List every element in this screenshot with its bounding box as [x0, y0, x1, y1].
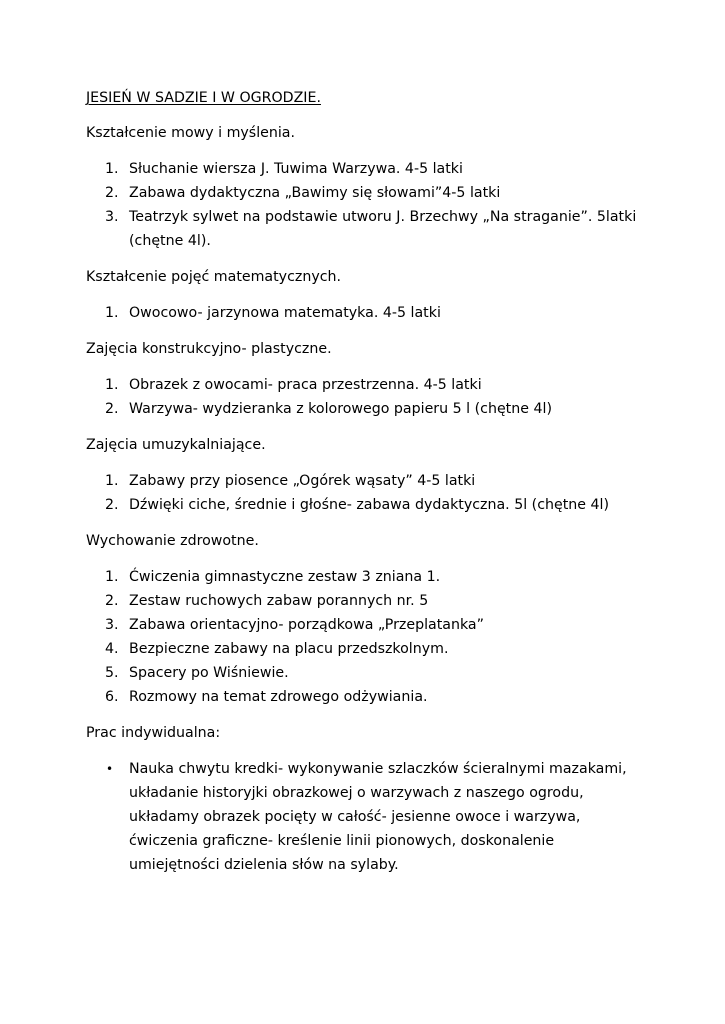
list-item: [86, 589, 646, 613]
list-item-text: Zabawa orientacyjno- porządkowa „Przeplatanka”: [129, 617, 484, 633]
list-number: 3.: [105, 209, 119, 225]
list-item: [86, 373, 646, 397]
list-art: [86, 373, 646, 421]
list-speech: [86, 157, 646, 253]
list-music: [86, 469, 646, 517]
list-item-text: Bezpieczne zabawy na placu przedszkolnym.: [129, 641, 449, 657]
list-number: 5.: [105, 665, 119, 681]
list-item: [86, 469, 646, 493]
list-item: [86, 397, 646, 421]
list-item: [86, 157, 646, 181]
bullet-icon: •: [106, 762, 114, 776]
list-number: 1.: [105, 473, 119, 489]
list-item: [86, 757, 646, 877]
list-item: [86, 613, 646, 637]
list-item-text: Słuchanie wiersza J. Tuwima Warzywa. 4-5 latki: [129, 161, 463, 177]
list-number: 2.: [105, 185, 119, 201]
list-number: 6.: [105, 689, 119, 705]
list-number: 4.: [105, 641, 119, 657]
list-item: [86, 181, 646, 205]
list-item-text: Warzywa- wydzieranka z kolorowego papieru 5 l (chętne 4l): [129, 401, 552, 417]
list-item: [86, 685, 646, 709]
section-heading-individual: Prac indywidualna:: [86, 725, 221, 741]
list-number: 3.: [105, 617, 119, 633]
list-item: [86, 565, 646, 589]
section-heading-music: Zajęcia umuzykalniające.: [86, 437, 266, 453]
list-number: 1.: [105, 569, 119, 585]
section-heading-speech: Kształcenie mowy i myślenia.: [86, 125, 296, 141]
list-number: 2.: [105, 497, 119, 513]
list-item-text: Ćwiczenia gimnastyczne zestaw 3 zniana 1.: [129, 569, 441, 585]
section-heading-art: Zajęcia konstrukcyjno- plastyczne.: [86, 341, 332, 357]
list-individual: [86, 757, 646, 877]
list-number: 2.: [105, 401, 119, 417]
list-item-text: Obrazek z owocami- praca przestrzenna. 4-5 latki: [129, 377, 482, 393]
list-item-text: Owocowo- jarzynowa matematyka. 4-5 latki: [129, 305, 441, 321]
document-content: [86, 86, 646, 889]
list-health: [86, 565, 646, 709]
list-item: [86, 493, 646, 517]
list-item-text: Teatrzyk sylwet na podstawie utworu J. Brzechwy „Na straganie”. 5latki (chętne 4l).: [129, 209, 637, 249]
list-item: [86, 205, 646, 253]
list-number: 1.: [105, 377, 119, 393]
list-item: [86, 637, 646, 661]
list-math: [86, 301, 646, 325]
list-item-text: Zabawy przy piosence „Ogórek wąsaty” 4-5 latki: [129, 473, 476, 489]
list-item-text: Nauka chwytu kredki- wykonywanie szlaczków ścieralnymi mazakami, układanie historyjki obrazkowej o warzywach z naszego ogrodu, układamy obrazek pocięty w całość- jesienne owoce i warzywa, ćwiczenia graficzne- kreślenie linii pionowych, doskonalenie umiejętności dzielenia słów na sylaby.: [129, 761, 627, 873]
list-item: [86, 661, 646, 685]
list-item-text: Dźwięki ciche, średnie i głośne- zabawa dydaktyczna. 5l (chętne 4l): [129, 497, 610, 513]
list-item-text: Rozmowy na temat zdrowego odżywiania.: [129, 689, 428, 705]
list-number: 1.: [105, 305, 119, 321]
list-item-text: Zestaw ruchowych zabaw porannych nr. 5: [129, 593, 429, 609]
list-item-text: Spacery po Wiśniewie.: [129, 665, 289, 681]
list-number: 2.: [105, 593, 119, 609]
document-title: JESIEŃ W SADZIE I W OGRODZIE.: [86, 90, 321, 106]
list-item-text: Zabawa dydaktyczna „Bawimy się słowami”4-5 latki: [129, 185, 501, 201]
list-item: [86, 301, 646, 325]
list-number: 1.: [105, 161, 119, 177]
section-heading-math: Kształcenie pojęć matematycznych.: [86, 269, 342, 285]
section-heading-health: Wychowanie zdrowotne.: [86, 533, 259, 549]
